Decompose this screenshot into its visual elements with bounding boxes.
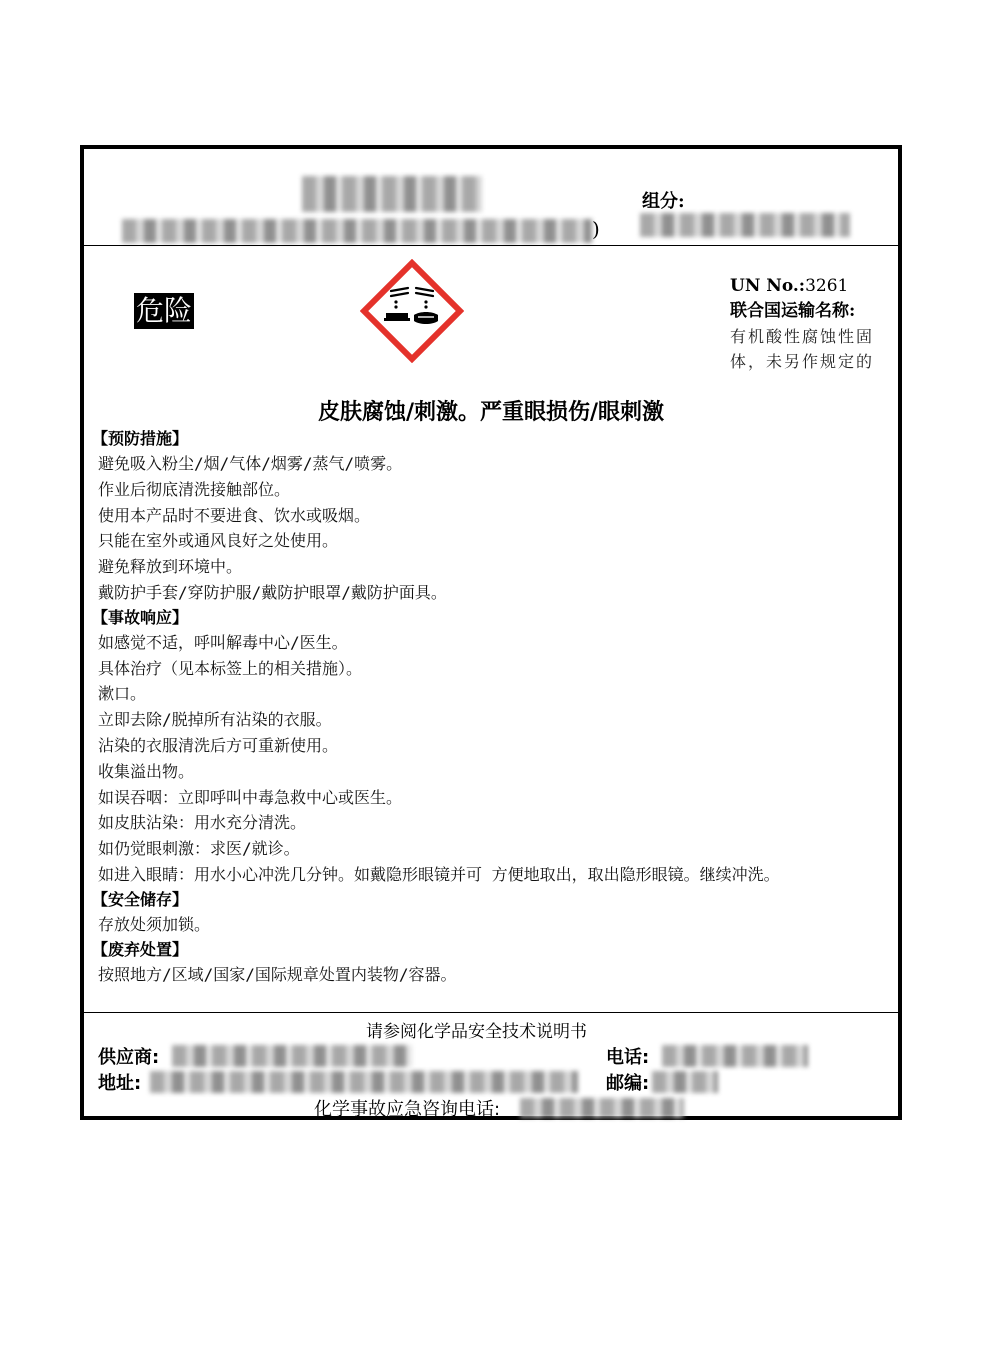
- section-storage: [92, 888, 896, 938]
- un-shipping-name-value: 有机酸性腐蚀性固体，未另作规定的: [730, 327, 875, 371]
- statement-item: 具体治疗（见本标签上的相关措施）。: [98, 658, 363, 678]
- msds-note: 请参阅化学品安全技术说明书: [366, 1022, 587, 1042]
- statement-item: 如仍觉眼刺激：求医/就诊。: [98, 839, 300, 859]
- redacted-postcode: [652, 1071, 718, 1093]
- redacted-address: [150, 1071, 578, 1093]
- statement-item: 如感觉不适，呼叫解毒中心/医生。: [98, 632, 348, 652]
- redacted-phone: [662, 1045, 808, 1067]
- ghs-label: [80, 145, 902, 1120]
- component-label: 组分:: [642, 191, 685, 212]
- statement-item: 沾染的衣服清洗后方可重新使用。: [98, 735, 339, 755]
- footer-divider: [84, 1012, 898, 1013]
- redacted-product-name: [302, 176, 482, 212]
- header-divider: [84, 245, 898, 246]
- emergency-phone-label: 化学事故应急咨询电话:: [314, 1099, 501, 1120]
- statement-item: 如误吞咽：立即呼叫中毒急救中心或医生。: [98, 787, 403, 807]
- postcode-label: 邮编:: [606, 1073, 650, 1094]
- un-shipping-name-label: 联合国运输名称:: [730, 301, 856, 321]
- address-label: 地址:: [98, 1073, 142, 1094]
- redacted-component-value: [640, 213, 850, 237]
- un-number-label: UN No.:: [730, 276, 806, 296]
- section-prevention: [92, 427, 896, 606]
- phone-label: 电话:: [606, 1047, 650, 1068]
- section-title: 【废弃处置】: [92, 939, 189, 959]
- statement-item: 收集溢出物。: [98, 761, 195, 781]
- section-response: [92, 606, 896, 888]
- statement-item: 使用本产品时不要进食、饮水或吸烟。: [98, 505, 371, 525]
- un-transport-info: [730, 274, 894, 374]
- statement-item: 避免吸入粉尘/烟/气体/烟雾/蒸气/喷雾。: [98, 454, 403, 473]
- section-title: 【预防措施】: [92, 429, 189, 448]
- corrosion-icon: [360, 259, 464, 363]
- redacted-supplier: [172, 1045, 412, 1067]
- supplier-label: 供应商:: [98, 1047, 160, 1068]
- section-title: 【安全储存】: [92, 889, 189, 909]
- section-disposal: [92, 938, 896, 988]
- hazard-statement: 皮肤腐蚀/刺激。严重眼损伤/眼刺激: [317, 399, 665, 425]
- un-number-value: 3261: [805, 276, 849, 296]
- statement-item: 存放处须加锁。: [98, 914, 211, 934]
- signal-word: 危险: [136, 294, 193, 327]
- statement-item: 漱口。: [98, 684, 147, 704]
- redacted-product-english-name: [122, 219, 592, 243]
- statement-item: 避免释放到环境中。: [98, 557, 243, 577]
- statement-item: 只能在室外或通风良好之处使用。: [98, 531, 339, 551]
- statement-item: 如皮肤沾染：用水充分清洗。: [98, 813, 307, 833]
- redacted-bracket: ): [592, 217, 600, 241]
- section-title: 【事故响应】: [92, 607, 189, 627]
- statement-item: 立即去除/脱掉所有沾染的衣服。: [98, 710, 332, 730]
- statement-item: 作业后彻底清洗接触部位。: [98, 479, 291, 499]
- statement-item: 戴防护手套/穿防护服/戴防护眼罩/戴防护面具。: [98, 582, 447, 602]
- statement-item: 按照地方/区域/国家/国际规章处置内装物/容器。: [98, 964, 457, 984]
- statement-item: 如进入眼睛：用水小心冲洗几分钟。如戴隐形眼镜并可 方便地取出，取出隐形眼镜。继续冲洗。: [98, 864, 780, 884]
- precautionary-statements: [92, 427, 896, 987]
- redacted-emergency-phone: [520, 1098, 684, 1118]
